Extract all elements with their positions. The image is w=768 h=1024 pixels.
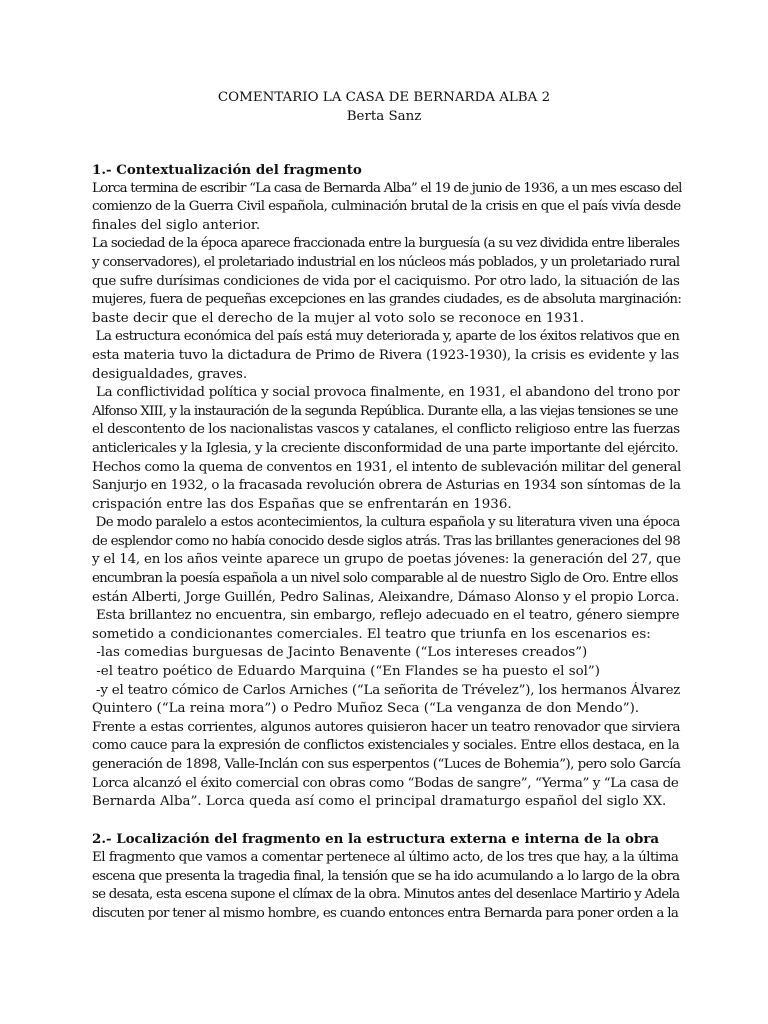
- text-line: y el 14, en los años veinte aparece un grupo de poetas jóvenes: la generación del 27, que: [92, 552, 681, 568]
- text-line: están Alberti, Jorge Guillén, Pedro Salinas, Aleixandre, Dámaso Alonso y el propio Lorca.: [92, 589, 680, 605]
- text-line: como cauce para la expresión de conflictos existenciales y sociales. Entre ellos destaca, en la: [92, 738, 680, 754]
- text-line: de esplendor como no había conocido desde siglos atrás. Tras las brillantes generaciones del 98: [92, 533, 681, 549]
- text-line: discuten por tener al mismo hombre, es cuando entonces entra Bernarda para poner orden a la: [92, 905, 679, 921]
- document-header: [0, 88, 768, 126]
- text-line: finales del siglo anterior.: [92, 217, 261, 233]
- text-line: Hechos como la quema de conventos en 1931, el intento de sublevación militar del general: [92, 459, 681, 475]
- text-line: que sufre durísimas condiciones de vida por el caciquismo. Por otro lado, la situación de las: [92, 273, 680, 289]
- text-line: y conservadores), el proletariado industrial en los núcleos más poblados, y un proletariado rural: [92, 254, 680, 270]
- text-line: Frente a estas corrientes, algunos autores quisieron hacer un teatro renovador que sirviera: [92, 719, 681, 735]
- text-line: esta materia tuvo la dictadura de Primo de Rivera (1923-1930), la crisis es evidente y las: [92, 347, 680, 363]
- text-line: crispación entre las dos Españas que se enfrentarán en 1936.: [92, 496, 512, 512]
- text-line: La conflictividad política y social provoca finalmente, en 1931, el abandono del trono por: [92, 385, 680, 401]
- text-line: Sanjurjo en 1932, o la fracasada revolución obrera de Asturias en 1934 son síntomas de la: [92, 478, 681, 494]
- document-title: COMENTARIO LA CASA DE BERNARDA ALBA 2: [217, 90, 551, 105]
- text-line: Lorca alcanzó el éxito comercial con obras como “Bodas de sangre”, “Yerma” y “La casa de: [92, 775, 679, 791]
- text-line: sometido a condicionantes comerciales. El teatro que triunfa en los escenarios es:: [92, 626, 651, 642]
- text-line: Alfonso XIII, y la instauración de la segunda República. Durante ella, a las viejas tensiones se une: [92, 403, 678, 419]
- text-line: escena que presenta la tragedia final, la tensión que se ha ido acumulando a lo largo de la obra: [92, 868, 680, 884]
- text-line: Esta brillantez no encuentra, sin embargo, reflejo adecuado en el teatro, género siempre: [92, 608, 680, 624]
- text-line: La sociedad de la época aparece fraccionada entre la burguesía (a su vez dividida entre liberales: [92, 236, 680, 252]
- text-line: mujeres, fuera de pequeñas excepciones en las grandes ciudades, es de absoluta marginación:: [92, 292, 682, 308]
- section-paragraph: [92, 180, 682, 812]
- text-line: el descontento de los nacionalistas vascos y catalanes, el conflicto religioso entre las fuerzas: [92, 422, 680, 438]
- list-item: -el teatro poético de Eduardo Marquina (“En Flandes se ha puesto el sol”): [92, 664, 601, 680]
- text-line: generación de 1898, Valle-Inclán con sus esperpentos (“Luces de Bohemia”), pero solo García: [92, 757, 681, 772]
- text-line: baste decir que el derecho de la mujer al voto solo se reconoce en 1931.: [92, 310, 585, 326]
- text-line: se desata, esta escena supone el clímax de la obra. Minutos antes del desenlace Martirio y Adela: [92, 887, 680, 903]
- text-line: comienzo de la Guerra Civil española, culminación brutal de la crisis en que el país vivía desde: [92, 199, 681, 215]
- section-heading: 1.- Contextualización del fragmento: [92, 162, 362, 178]
- text-line: anticlericales y la Iglesia, y la creciente disconformidad de una parte importante del ejército.: [92, 440, 679, 456]
- text-line: Lorca termina de escribir “La casa de Bernarda Alba” el 19 de junio de 1936, a un mes escaso del: [92, 180, 682, 196]
- list-item: -las comedias burguesas de Jacinto Benavente (“Los intereses creados”): [92, 645, 588, 661]
- text-line: desigualdades, graves.: [92, 366, 248, 382]
- section-paragraph: [92, 849, 682, 923]
- section-spacer: [92, 812, 682, 831]
- document-author: Berta Sanz: [346, 109, 422, 124]
- section-heading: 2.- Localización del fragmento en la estructura externa e interna de la obra: [92, 831, 660, 848]
- text-line: La estructura económica del país está muy deteriorada y, aparte de los éxitos relativos que en: [92, 329, 680, 345]
- list-item: -y el teatro cómico de Carlos Arniches (“La señorita de Trévelez”), los hermanos Álvarez: [92, 682, 681, 698]
- text-line: encumbran la poesía española a un nivel solo comparable al de nuestro Siglo de Oro. Entre ellos: [92, 571, 678, 587]
- text-line: Bernarda Alba”. Lorca queda así como el principal dramaturgo español del siglo XX.: [92, 794, 667, 810]
- text-line: Quintero (“La reina mora”) o Pedro Muñoz Seca (“La venganza de don Mendo”).: [92, 701, 640, 717]
- text-line: El fragmento que vamos a comentar pertenece al último acto, de los tres que hay, a la última: [92, 849, 679, 865]
- document-body: [92, 161, 682, 923]
- text-line: De modo paralelo a estos acontecimientos, la cultura española y su literatura viven una época: [92, 515, 680, 531]
